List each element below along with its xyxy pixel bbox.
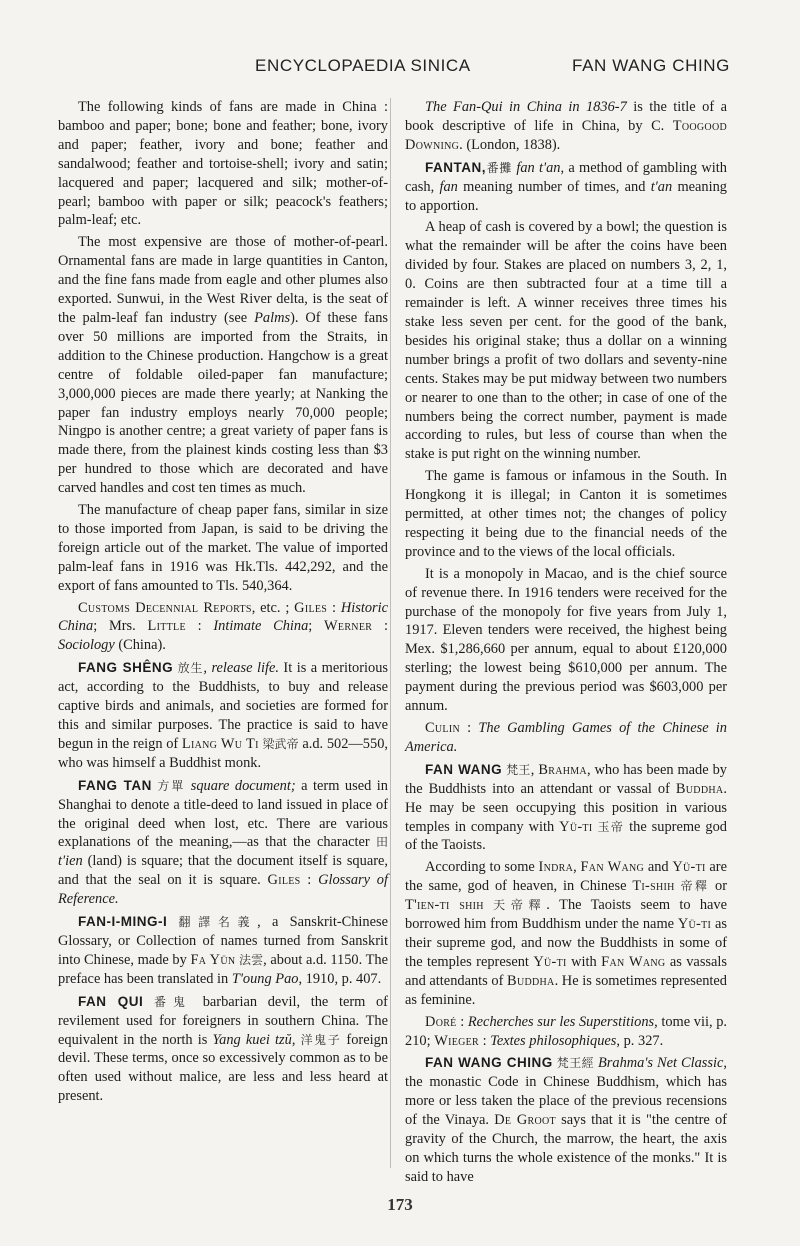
- entry-fang-tan: FANG TAN 方單 square document; a term used in Shanghai to denote a title-deed to land issued in place of the original deed when lost, etc. There are various explanations of the meaning,—as that the character 田 t'ien (land) is square; that the document itself is square, and that the seal on it is square. Giles : Glossary of Reference.: [58, 777, 389, 908]
- paragraph: The most expensive are those of mother-of-pearl. Ornamental fans are made in large quantities in Canton, and the fine fans made from eagle and other plumes also exported. Sunwui, in the West River delta, is the seat of the palm-leaf fan industry (see Palms). Of these fans over 50 millions are imported from the Straits, in addition to the Chinese production. Hangchow is a great centre of foldable oiled-paper fan manufacture; 3,000,000 pieces are made there yearly; at Nanking the paper fan industry employs nearly 70,000 people; Ningpo is another centre; a great variety of paper fans is made there, from the plainest kinds costing less than $3 per hundred to those which are decorated and have carved handles and cost ten times as much.: [58, 234, 388, 497]
- entry-fan-wang-ching: FAN WANG CHING 梵王經 Brahma's Net Classic, the monastic Code in Chinese Buddhism, which has more or less taken the place of the previous recensions of the Vinaya. De Groot says that it is "the centre of gravity of the Church, the marrow, the heart, the axis on which turns the whole existence of the monks." It is said to have: [405, 1055, 727, 1185]
- reference: Customs Decennial Reports, etc. ; Giles : Historic China; Mrs. Little : Intimate China; Werner : Sociology (China).: [58, 599, 388, 654]
- entry-fan-i-ming-i: FAN-I-MING-I 翻譯名義, a Sanskrit-Chinese Glossary, or Collection of names turned from Sanskrit into Chinese, made by Fa Yün 法雲, about a.d. 1150. The preface has been translated in T'oung Pao, 1910, p. 407.: [58, 914, 388, 987]
- paragraph: According to some Indra, Fan Wang and Yü-ti are the same, god of heaven, in Chinese Ti-shih 帝釋 or T'ien-ti shih 天帝釋. The Taoists seem to have borrowed him from Buddhism under the name Yü-ti as their supreme god, and now the Buddhists in some of the temples represent Yü-ti with Fan Wang as vassals and attendants of Buddha. He is sometimes represented as feminine.: [405, 859, 728, 1008]
- entry-headword: FAN WANG: [425, 761, 503, 777]
- entry-fan-wang: FAN WANG 梵王, Brahma, who has been made by the Buddhists into an attendant or vassal of Buddha. He may be seen occupying this position in various temples in company with Yü-ti 玉帝 the supreme god of the Taoists.: [405, 761, 727, 854]
- paragraph: The game is famous or infamous in the South. In Hongkong it is illegal; in Canton it is sometimes permitted, at other times not; the changes of policy respecting it being due to the financial needs of the province and to the views of the local officials.: [405, 468, 727, 560]
- paragraph: A heap of cash is covered by a bowl; the question is what the remainder will be after the coins have been divided by four. Stakes are placed on numbers 3, 2, 1, 0. Coins are then subtracted four at a time till a remainder is left. A winner receives three times his stake less seven per cent. for the good of the bank, besides his original stake; thus a dollar on a winning number brings a profit of two dollars and seventy-nine cents. Stakes may be put midway between two numbers or nearer to one than to the other; in case of one of the numbers being the correct number, payment is made according to rules, but less of course than when the stake is put right on the winning number.: [405, 219, 727, 463]
- right-column: [390, 98, 728, 1185]
- entry-fang-sheng: FANG SHÊNG 放生, release life. It is a meritorious act, according to the Buddhists, to buy and release captive birds and animals, and societies are formed for this and similar purposes. The practice is said to have begun in the reign of Liang Wu Ti 梁武帝 a.d. 502—550, who was himself a Buddhist monk.: [58, 660, 388, 771]
- paragraph: The manufacture of cheap paper fans, similar in size to those imported from Japan, is said to be driving the foreign article out of the market. The value of imported palm-leaf fans in 1916 was Hk.Tls. 442,292, and the export of fans amounted to Tls. 540,364.: [58, 502, 388, 594]
- entry-headword: FAN WANG CHING: [425, 1055, 553, 1071]
- paragraph: The following kinds of fans are made in China : bamboo and paper; bone; bone and feather; bone, ivory and paper; feather, ivory and bone; feather and sandalwood; feather and tortoise-shell; ivory and satin; lacquered and paper; lacquered and silk; mother-of-pearl; bamboo with paper or silk; peacock's feathers; palm-leaf; etc.: [58, 99, 388, 229]
- entry-fan-qui: FAN QUI 番鬼 barbarian devil, the term of revilement used for foreigners in southern China. The equivalent in the north is Yang kuei tzŭ, 洋鬼子 foreign devil. These terms, once so excessively common as to be often used without malice, are less and less heard at present.: [58, 993, 388, 1105]
- entry-headword: FAN-I-MING-I: [78, 914, 168, 930]
- header-left: ENCYCLOPAEDIA SINICA: [255, 56, 471, 75]
- entry-fantan: FANTAN,番攤 fan t'an, a method of gambling with cash, fan meaning number of times, and t'an meaning to apportion.: [405, 159, 728, 214]
- paragraph: The Fan-Qui in China in 1836-7 is the title of a book descriptive of life in China, by C. Toogood Downing. (London, 1838).: [405, 99, 727, 153]
- paragraph: It is a monopoly in Macao, and is the chief source of revenue there. In 1916 tenders were received for the purchase of the monopoly for five years from July 1, 1917. Eleven tenders were received, the highest being Mex. $1,286,660 per annum, equal to about £120,000 sterling; the lowest being $610,000 per annum. The payment during the previous period was $603,000 per annum.: [405, 565, 727, 715]
- reference: Culin : The Gambling Games of the Chinese in America.: [405, 720, 727, 755]
- entry-headword: FANG TAN: [78, 777, 152, 793]
- left-column: [58, 98, 388, 1109]
- entry-headword: FANG SHÊNG: [78, 660, 174, 676]
- page-number: 173: [387, 1195, 413, 1214]
- running-header: [0, 56, 800, 86]
- entry-headword: FAN QUI: [78, 993, 144, 1009]
- entry-headword: FANTAN,: [425, 159, 486, 175]
- header-right: FAN WANG CHING: [572, 56, 730, 75]
- reference: Doré : Recherches sur les Superstitions, tome vii, p. 210; Wieger : Textes philosophiques, p. 327.: [405, 1013, 727, 1049]
